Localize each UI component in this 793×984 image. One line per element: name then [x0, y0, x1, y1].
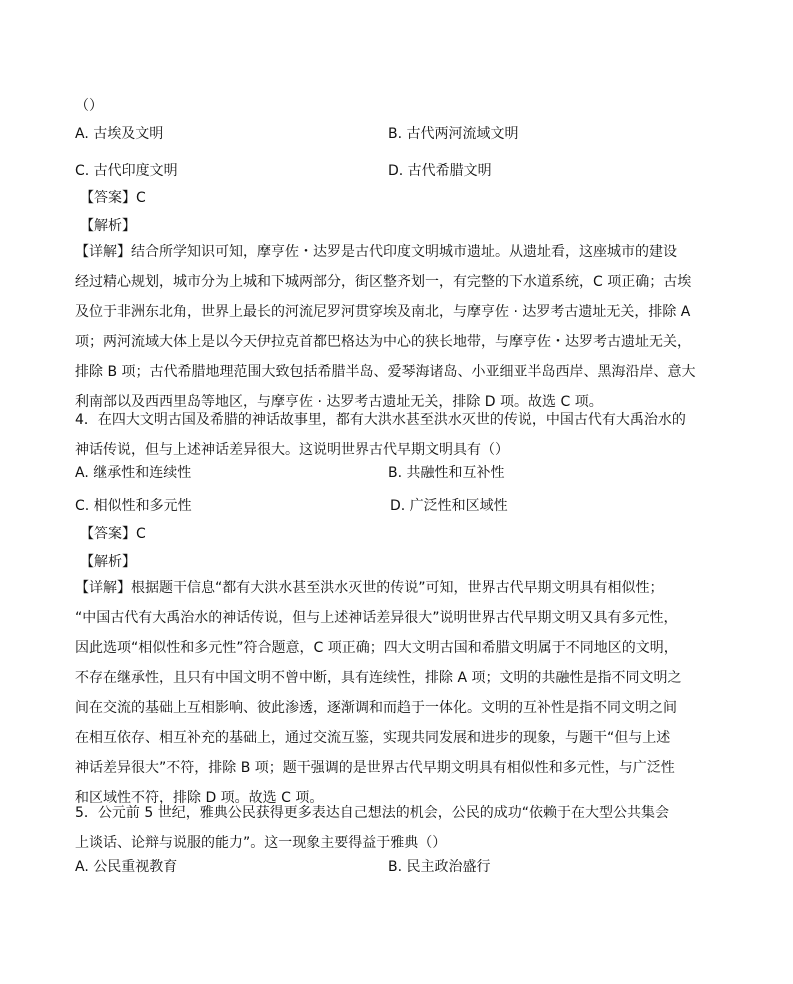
q3-option-c: C. 古代印度文明 [75, 163, 178, 179]
q4-stem-line: 神话传说，但与上述神话差异很大。这说明世界古代早期文明具有（） [75, 442, 509, 458]
q4-detail-line: 间在交流的基础上互相影响、彼此渗透，逐渐调和而趋于一体化。文明的互补性是指不同文明之间 [75, 700, 677, 716]
q3-detail-line: 【详解】结合所学知识可知，摩亨佐・达罗是古代印度文明城市遗址。从遗址看，这座城市的建设 [75, 244, 677, 260]
q3-detail [75, 237, 715, 417]
q4-option-a: A. 继承性和连续性 [75, 465, 192, 481]
q4-detail-line: 神话差异很大”不符，排除 B 项；题干强调的是世界古代早期文明具有相似性和多元性，与广泛性 [75, 760, 675, 776]
q4-analysis-label: 【解析】 [80, 554, 136, 570]
q5-stem [75, 798, 715, 858]
q3-detail-line: 排除 B 项；古代希腊地理范围大致包括希腊半岛、爱琴海诸岛、小亚细亚半岛西岸、黑海沿岸、意大 [75, 364, 696, 380]
q4-option-c: C. 相似性和多元性 [75, 498, 192, 514]
q5-stem-line: 上谈话、论辩与说服的能力”。这一现象主要得益于雅典（） [75, 835, 447, 851]
q4-detail-line: 不存在继承性，且只有中国文明不曾中断，具有连续性，排除 A 项；文明的共融性是指不同文明之 [75, 670, 682, 686]
q4-detail-line: 在相互依存、相互补充的基础上，通过交流互鉴，实现共同发展和进步的现象，与题干“但与上述 [75, 730, 671, 746]
q4-detail [75, 573, 715, 813]
q3-detail-line: 经过精心规划，城市分为上城和下城两部分，街区整齐划一，有完整的下水道系统，C 项正确；古埃 [75, 274, 692, 290]
q5-option-b: B. 民主政治盛行 [388, 859, 491, 875]
q3-paren: （） [75, 98, 103, 114]
q4-option-d: D. 广泛性和区域性 [390, 498, 508, 514]
q4-answer: 【答案】C [80, 526, 146, 542]
q5-stem-line: 5．公元前 5 世纪，雅典公民获得更多表达自己想法的机会，公民的成功“依赖于在大型公共集会 [75, 805, 669, 821]
q3-detail-line: 利南部以及西西里岛等地区，与摩亨佐 · 达罗考古遗址无关，排除 D 项。故选 C 项。 [75, 394, 603, 410]
q4-stem [75, 405, 715, 465]
q3-detail-line: 项；两河流域大体上是以今天伊拉克首都巴格达为中心的狭长地带，与摩亨佐・达罗考古遗址无关， [75, 334, 691, 350]
q4-option-b: B. 共融性和互补性 [388, 465, 505, 481]
q5-option-a: A. 公民重视教育 [75, 859, 178, 875]
q4-detail-line: 和区域性不符，排除 D 项。故选 C 项。 [75, 790, 324, 806]
q4-detail-line: 因此选项“相似性和多元性”符合题意，C 项正确；四大文明古国和希腊文明属于不同地区的文明， [75, 640, 678, 656]
q3-option-d: D. 古代希腊文明 [388, 163, 492, 179]
q3-answer: 【答案】C [80, 190, 146, 206]
q3-option-a: A. 古埃及文明 [75, 126, 164, 142]
q3-analysis-label: 【解析】 [80, 218, 136, 234]
q4-detail-line: “中国古代有大禹治水的神话传说，但与上述神话差异很大”说明世界古代早期文明又具有多元性， [75, 610, 678, 626]
q4-stem-line: 4．在四大文明古国及希腊的神话故事里，都有大洪水甚至洪水灭世的传说，中国古代有大禹治水的 [75, 412, 686, 428]
q4-detail-line: 【详解】根据题干信息“都有大洪水甚至洪水灭世的传说”可知，世界古代早期文明具有相似性； [75, 580, 664, 596]
q3-option-b: B. 古代两河流域文明 [388, 126, 519, 142]
q3-detail-line: 及位于非洲东北角，世界上最长的河流尼罗河贯穿埃及南北，与摩亨佐 · 达罗考古遗址无关，排除 A [75, 304, 691, 320]
